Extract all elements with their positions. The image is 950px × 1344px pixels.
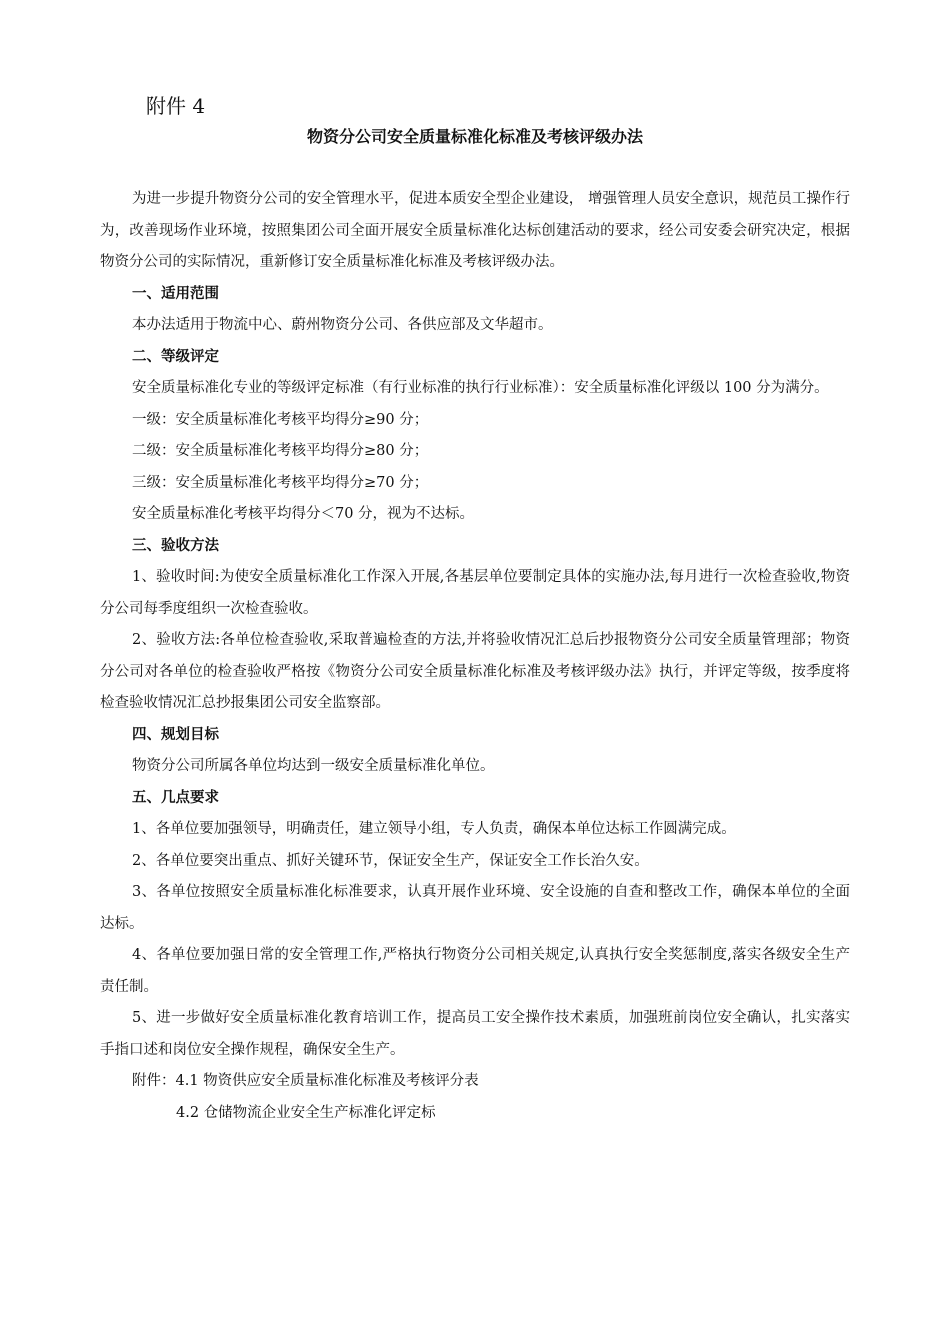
requirement-3: 3、各单位按照安全质量标准化标准要求，认真开展作业环境、安全设施的自查和整改工作，确保本单位的全面达标。 [100, 884, 850, 932]
attachment-line-1: 附件：4.1 物资供应安全质量标准化标准及考核评分表 [132, 1073, 479, 1089]
requirement-5: 5、进一步做好安全质量标准化教育培训工作，提高员工安全操作技术素质，加强班前岗位安全确认，扎实落实手指口述和岗位安全操作规程，确保安全生产。 [100, 1010, 850, 1058]
attachment-line-2: 4.2 仓储物流企业安全生产标准化评定标 [176, 1104, 436, 1121]
requirement-2: 2、各单位要突出重点、抓好关键环节，保证安全生产，保证安全工作长治久安。 [132, 852, 649, 869]
requirement-1: 1、各单位要加强领导，明确责任，建立领导小组，专人负责，确保本单位达标工作圆满完成。 [132, 821, 736, 837]
scope-paragraph: 本办法适用于物流中心、蔚州物资分公司、各供应部及文华超市。 [132, 317, 553, 333]
grade-level-3: 三级：安全质量标准化考核平均得分≥70 分； [132, 474, 429, 491]
intro-paragraph: 为进一步提升物资分公司的安全管理水平，促进本质安全型企业建设， 增强管理人员安全意识，规范员工操作行为，改善现场作业环境，按照集团公司全面开展安全质量标准化达标创建活动的要求，经公司安委会研究决定，根据物资分公司的实际情况，重新修订安全质量标准化标准及考核评级办法。 [100, 191, 850, 270]
section-heading-scope: 一、适用范围 [132, 285, 219, 302]
document-body [100, 184, 850, 1129]
grade-level-1: 一级：安全质量标准化考核平均得分≥90 分； [132, 411, 429, 428]
grade-fail: 安全质量标准化考核平均得分＜70 分，视为不达标。 [132, 506, 475, 522]
section-heading-requirements: 五、几点要求 [132, 789, 219, 806]
goal-paragraph: 物资分公司所属各单位均达到一级安全质量标准化单位。 [132, 758, 495, 774]
document-title: 物资分公司安全质量标准化标准及考核评级办法 [306, 127, 643, 146]
attachment-label: 附件 4 [146, 94, 206, 118]
acceptance-method-paragraph: 2、验收方法:各单位检查验收,采取普遍检查的方法,并将验收情况汇总后抄报物资分公司安全质量管理部；物资分公司对各单位的检查验收严格按《物资分公司安全质量标准化标准及考核评级办法》执行，并评定等级，按季度将检查验收情况汇总抄报集团公司安全监察部。 [100, 632, 850, 711]
grade-level-2: 二级：安全质量标准化考核平均得分≥80 分； [132, 443, 429, 459]
section-heading-acceptance: 三、验收方法 [132, 537, 219, 554]
grading-standard-paragraph: 安全质量标准化专业的等级评定标准（有行业标准的执行行业标准）：安全质量标准化评级以 100 分为满分。 [132, 380, 829, 396]
acceptance-time-paragraph: 1、验收时间:为使安全质量标准化工作深入开展,各基层单位要制定具体的实施办法,每月进行一次检查验收,物资分公司每季度组织一次检查验收。 [100, 569, 850, 617]
section-heading-goal: 四、规划目标 [132, 726, 219, 743]
section-heading-grading: 二、等级评定 [132, 348, 219, 365]
requirement-4: 4、各单位要加强日常的安全管理工作,严格执行物资分公司相关规定,认真执行安全奖惩制度,落实各级安全生产责任制。 [100, 947, 850, 995]
